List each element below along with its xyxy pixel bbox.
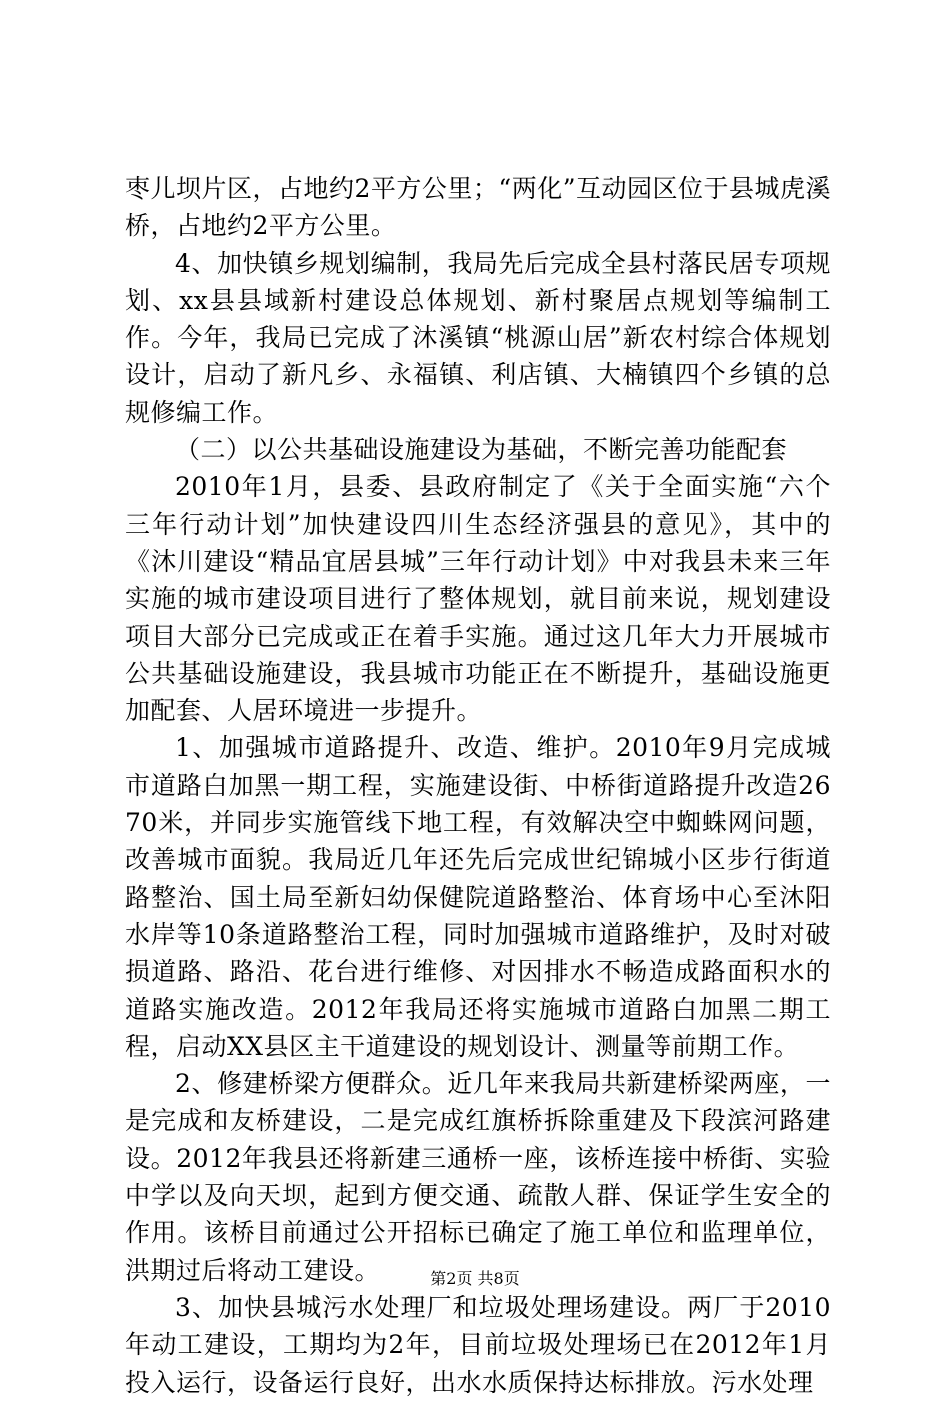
paragraph-item-3: 3、加快县城污水处理厂和垃圾处理场建设。两厂于2010年动工建设，工期均为2年，目前垃圾处理场已在2012年1月投入运行，设备运行良好，出水水质保持达标排放。污水处理 [125, 1292, 831, 1397]
paragraph-intro: 2010年1月，县委、县政府制定了《关于全面实施“六个三年行动计划”加快建设四川生态经济强县的意见》，其中的《沐川建设“精品宜居县城”三年行动计划》中对我县未来三年实施的城市建设项目进行了整体规划，就目前来说，规划建设项目大部分已完成或正在着手实施。通过这几年大力开展城市公共基础设施建设，我县城市功能正在不断提升，基础设施更加配套、人居环境进一步提升。 [125, 472, 831, 726]
paragraph-item-1: 1、加强城市道路提升、改造、维护。2010年9月完成城市道路白加黑一期工程，实施建设街、中桥街道路提升改造2670米，并同步实施管线下地工程，有效解决空中蜘蛛网问题，改善城市面貌。我局近几年还先后完成世纪锦城小区步行街道路整治、国土局至新妇幼保健院道路整治、体育场中心至沐阳水岸等10条道路整治工程，同时加强城市道路维护，及时对破损道路、路沿、花台进行维修、对因排水不畅造成路面积水的道路实施改造。2012年我局还将实施城市道路白加黑二期工程，启动XX县区主干道建设的规划设计、测量等前期工作。 [125, 733, 831, 1061]
page-footer: 第2页 共8页 [430, 1269, 520, 1288]
paragraph-item-2: 2、修建桥梁方便群众。近几年来我局共新建桥梁两座，一是完成和友桥建设，二是完成红旗桥拆除重建及下段滨河路建设。2012年我县还将新建三通桥一座，该桥连接中桥街、实验中学以及向天坝，起到方便交通、疏散人群、保证学生安全的作用。该桥目前通过公开招标已确定了施工单位和监理单位，洪期过后将动工建设。 [125, 1069, 831, 1285]
paragraph-item-4: 4、加快镇乡规划编制，我局先后完成全县村落民居专项规划、xx县县域新村建设总体规划、新村聚居点规划等编制工作。今年，我局已完成了沐溪镇“桃源山居”新农村综合体规划设计，启动了新凡乡、永福镇、利店镇、大楠镇四个乡镇的总规修编工作。 [125, 248, 831, 427]
section-heading-2: （二）以公共基础设施建设为基础，不断完善功能配套 [175, 435, 788, 465]
paragraph-continuation: 枣儿坝片区，占地约2平方公里；“两化”互动园区位于县城虎溪桥，占地约2平方公里。 [125, 174, 831, 241]
document-body [125, 170, 831, 1401]
